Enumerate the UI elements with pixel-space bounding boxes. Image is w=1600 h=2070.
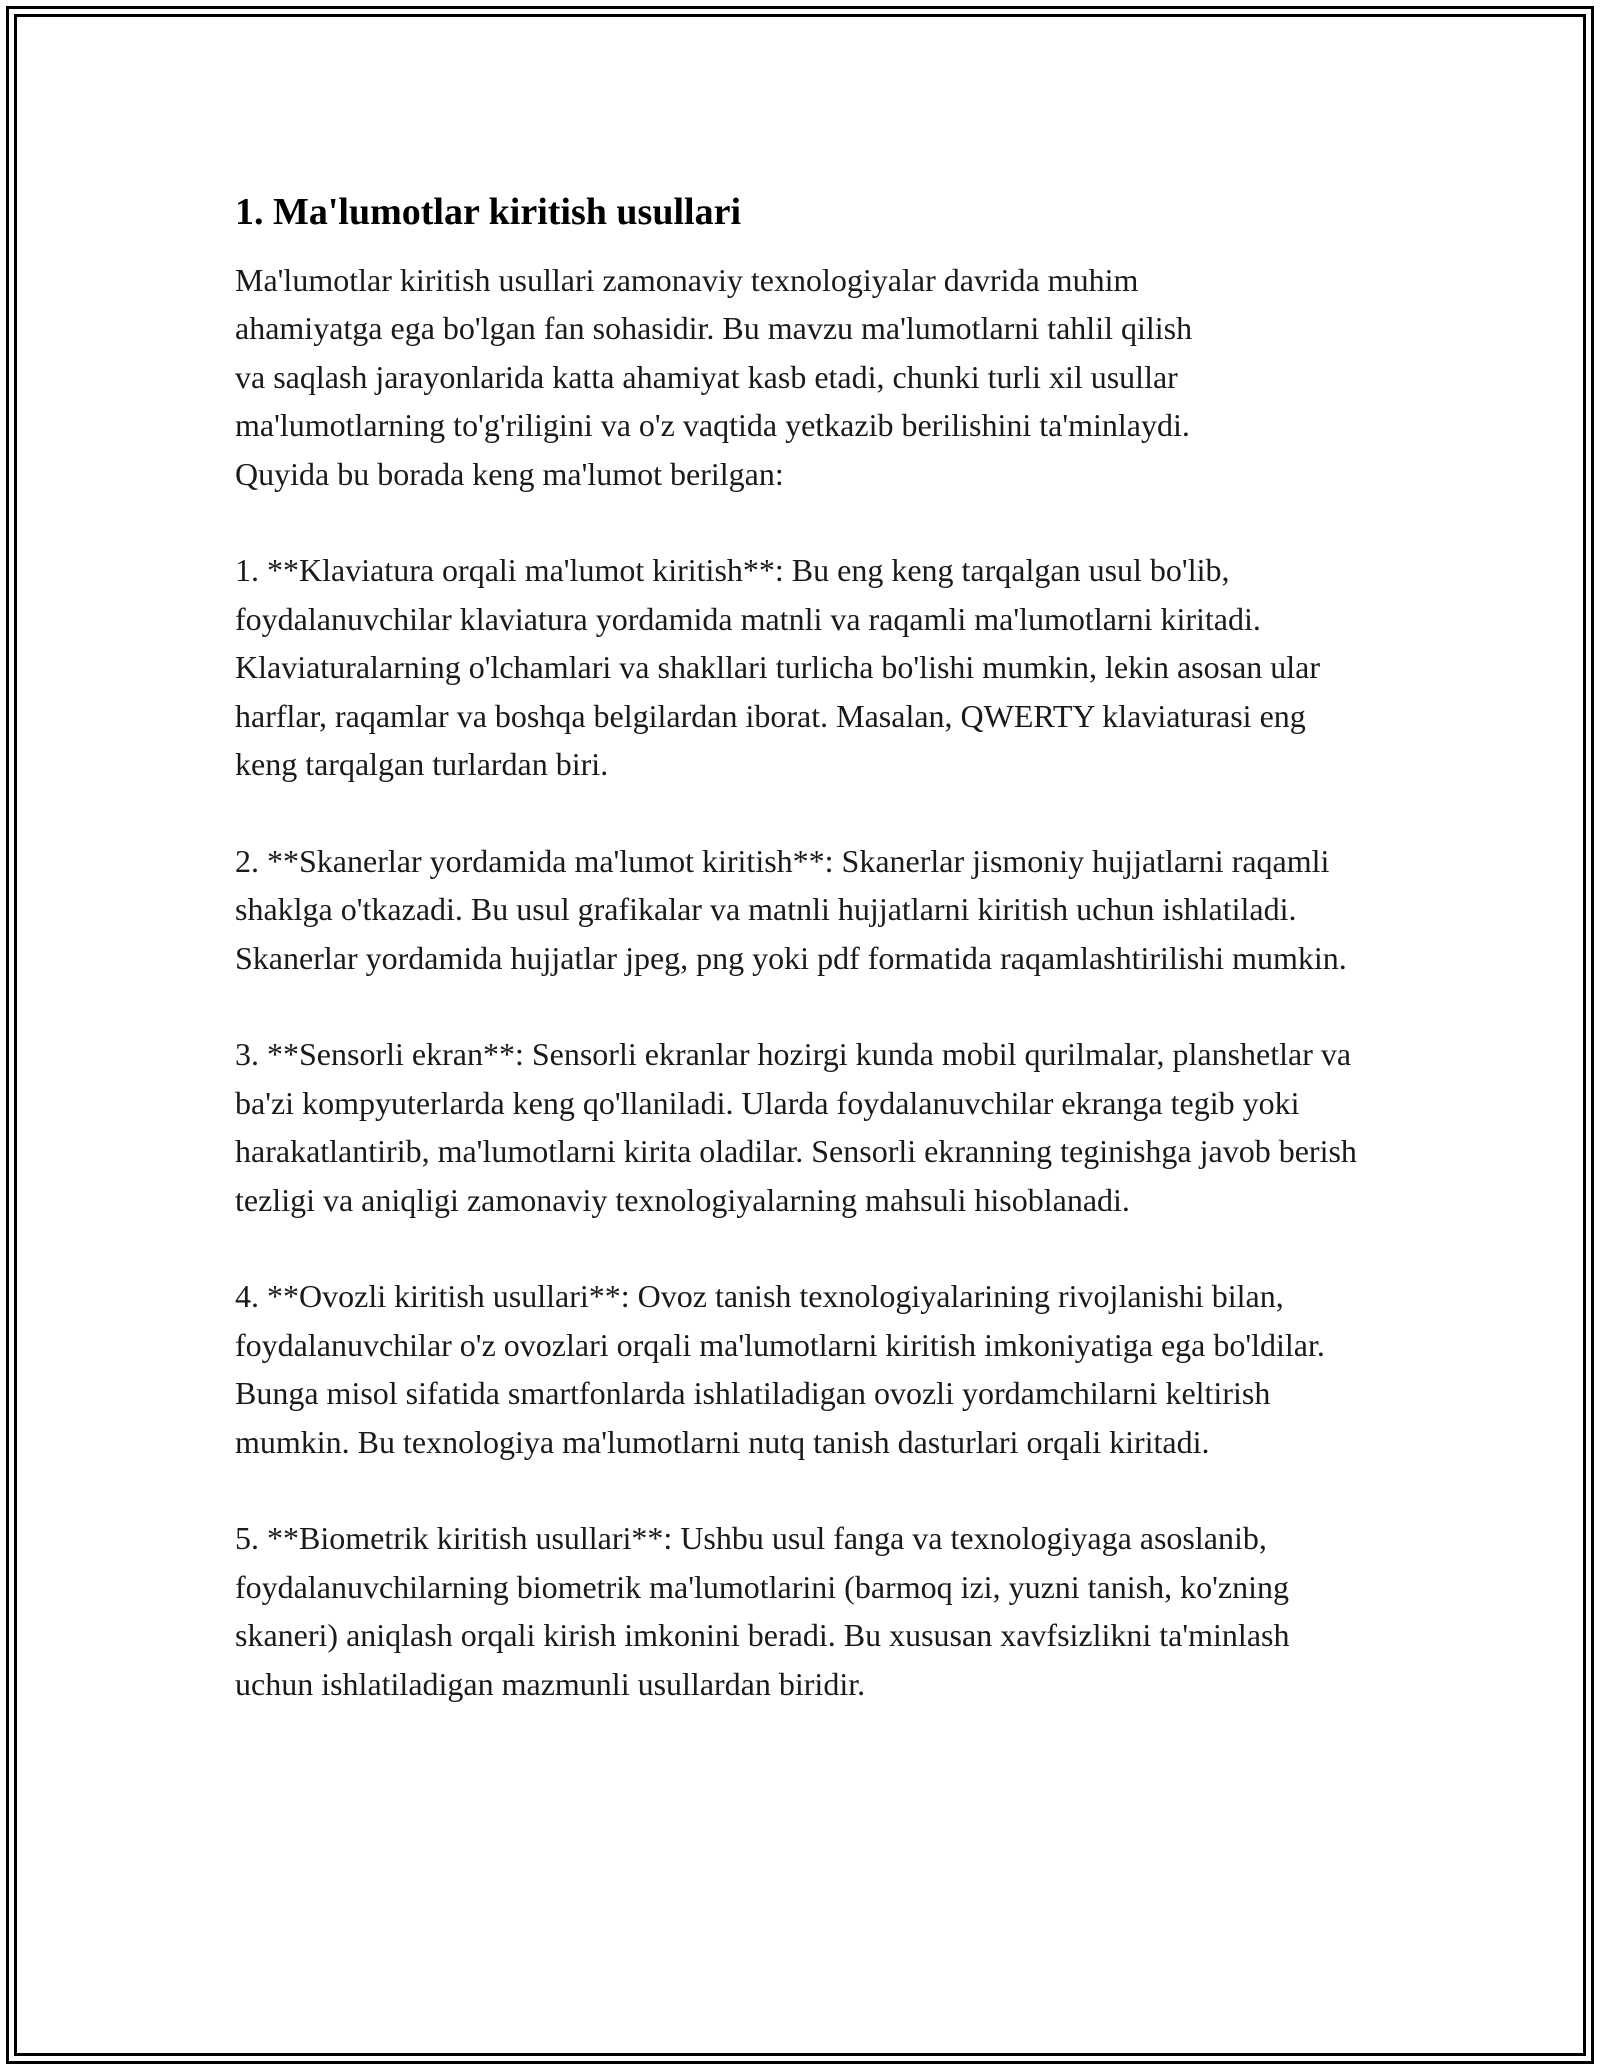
list-item-scanner: 2. **Skanerlar yordamida ma'lumot kiritish**: Skanerlar jismoniy hujjatlarni raqamli shaklga o'tkazadi. Bu usul grafikalar va matnli hujjatlarni kiritish uchun ishlatiladi. Skanerlar yordamida hujjatlar jpeg, png yoki pdf formatida raqamlashtirilishi mumkin. xyxy=(235,842,1347,976)
document-body xyxy=(235,186,1370,1708)
method-list xyxy=(235,546,1370,1708)
list-item-voice: 4. **Ovozli kiritish usullari**: Ovoz tanish texnologiyalarining rivojlanishi bilan, foydalanuvchilar o'z ovozlari orqali ma'lumotlarni kiritish imkoniyatiga ega bo'ldilar. Bunga misol sifatida smartfonlarda ishlatiladigan ovozli yordamchilarni keltirish mumkin. Bu texnologiya ma'lumotlarni nutq tanish dasturlari orqali kiritadi. xyxy=(235,1278,1325,1460)
list-item-keyboard: 1. **Klaviatura orqali ma'lumot kiritish**: Bu eng keng tarqalgan usul bo'lib, foydalanuvchilar klaviatura yordamida matnli va raqamli ma'lumotlarni kiritadi. Klaviaturalarning o'lchamlari va shakllari turlicha bo'lishi mumkin, lekin asosan ular harflar, raqamlar va boshqa belgilardan iborat. Masalan, QWERTY klaviaturasi eng keng tarqalgan turlardan biri. xyxy=(235,552,1321,783)
list-item-biometric: 5. **Biometrik kiritish usullari**: Ushbu usul fanga va texnologiyaga asoslanib, foydalanuvchilarning biometrik ma'lumotlarini (barmoq izi, yuzni tanish, ko'zning skaneri) aniqlash orqali kirish imkonini beradi. Bu xususan xavfsizlikni ta'minlash uchun ishlatiladigan mazmunli usullardan biridir. xyxy=(235,1520,1290,1702)
document-title: 1. Ma'lumotlar kiritish usullari xyxy=(235,191,742,233)
intro-paragraph: Ma'lumotlar kiritish usullari zamonaviy texnologiyalar davrida muhim ahamiyatga ega bo'lgan fan sohasidir. Bu mavzu ma'lumotlarni tahlil qilish va saqlash jarayonlarida katta ahamiyat kasb etadi, chunki turli xil usullar ma'lumotlarning to'g'riligini va o'z vaqtida yetkazib berilishini ta'minlaydi. Quyida bu borada keng ma'lumot berilgan: xyxy=(235,262,1193,492)
list-item-touchscreen: 3. **Sensorli ekran**: Sensorli ekranlar hozirgi kunda mobil qurilmalar, planshetlar va ba'zi kompyuterlarda keng qo'llaniladi. Ularda foydalanuvchilar ekranga tegib yoki harakatlantirib, ma'lumotlarni kirita oladilar. Sensorli ekranning teginishga javob berish tezligi va aniqligi zamonaviy texnologiyalarning mahsuli hisoblanadi. xyxy=(235,1036,1357,1218)
